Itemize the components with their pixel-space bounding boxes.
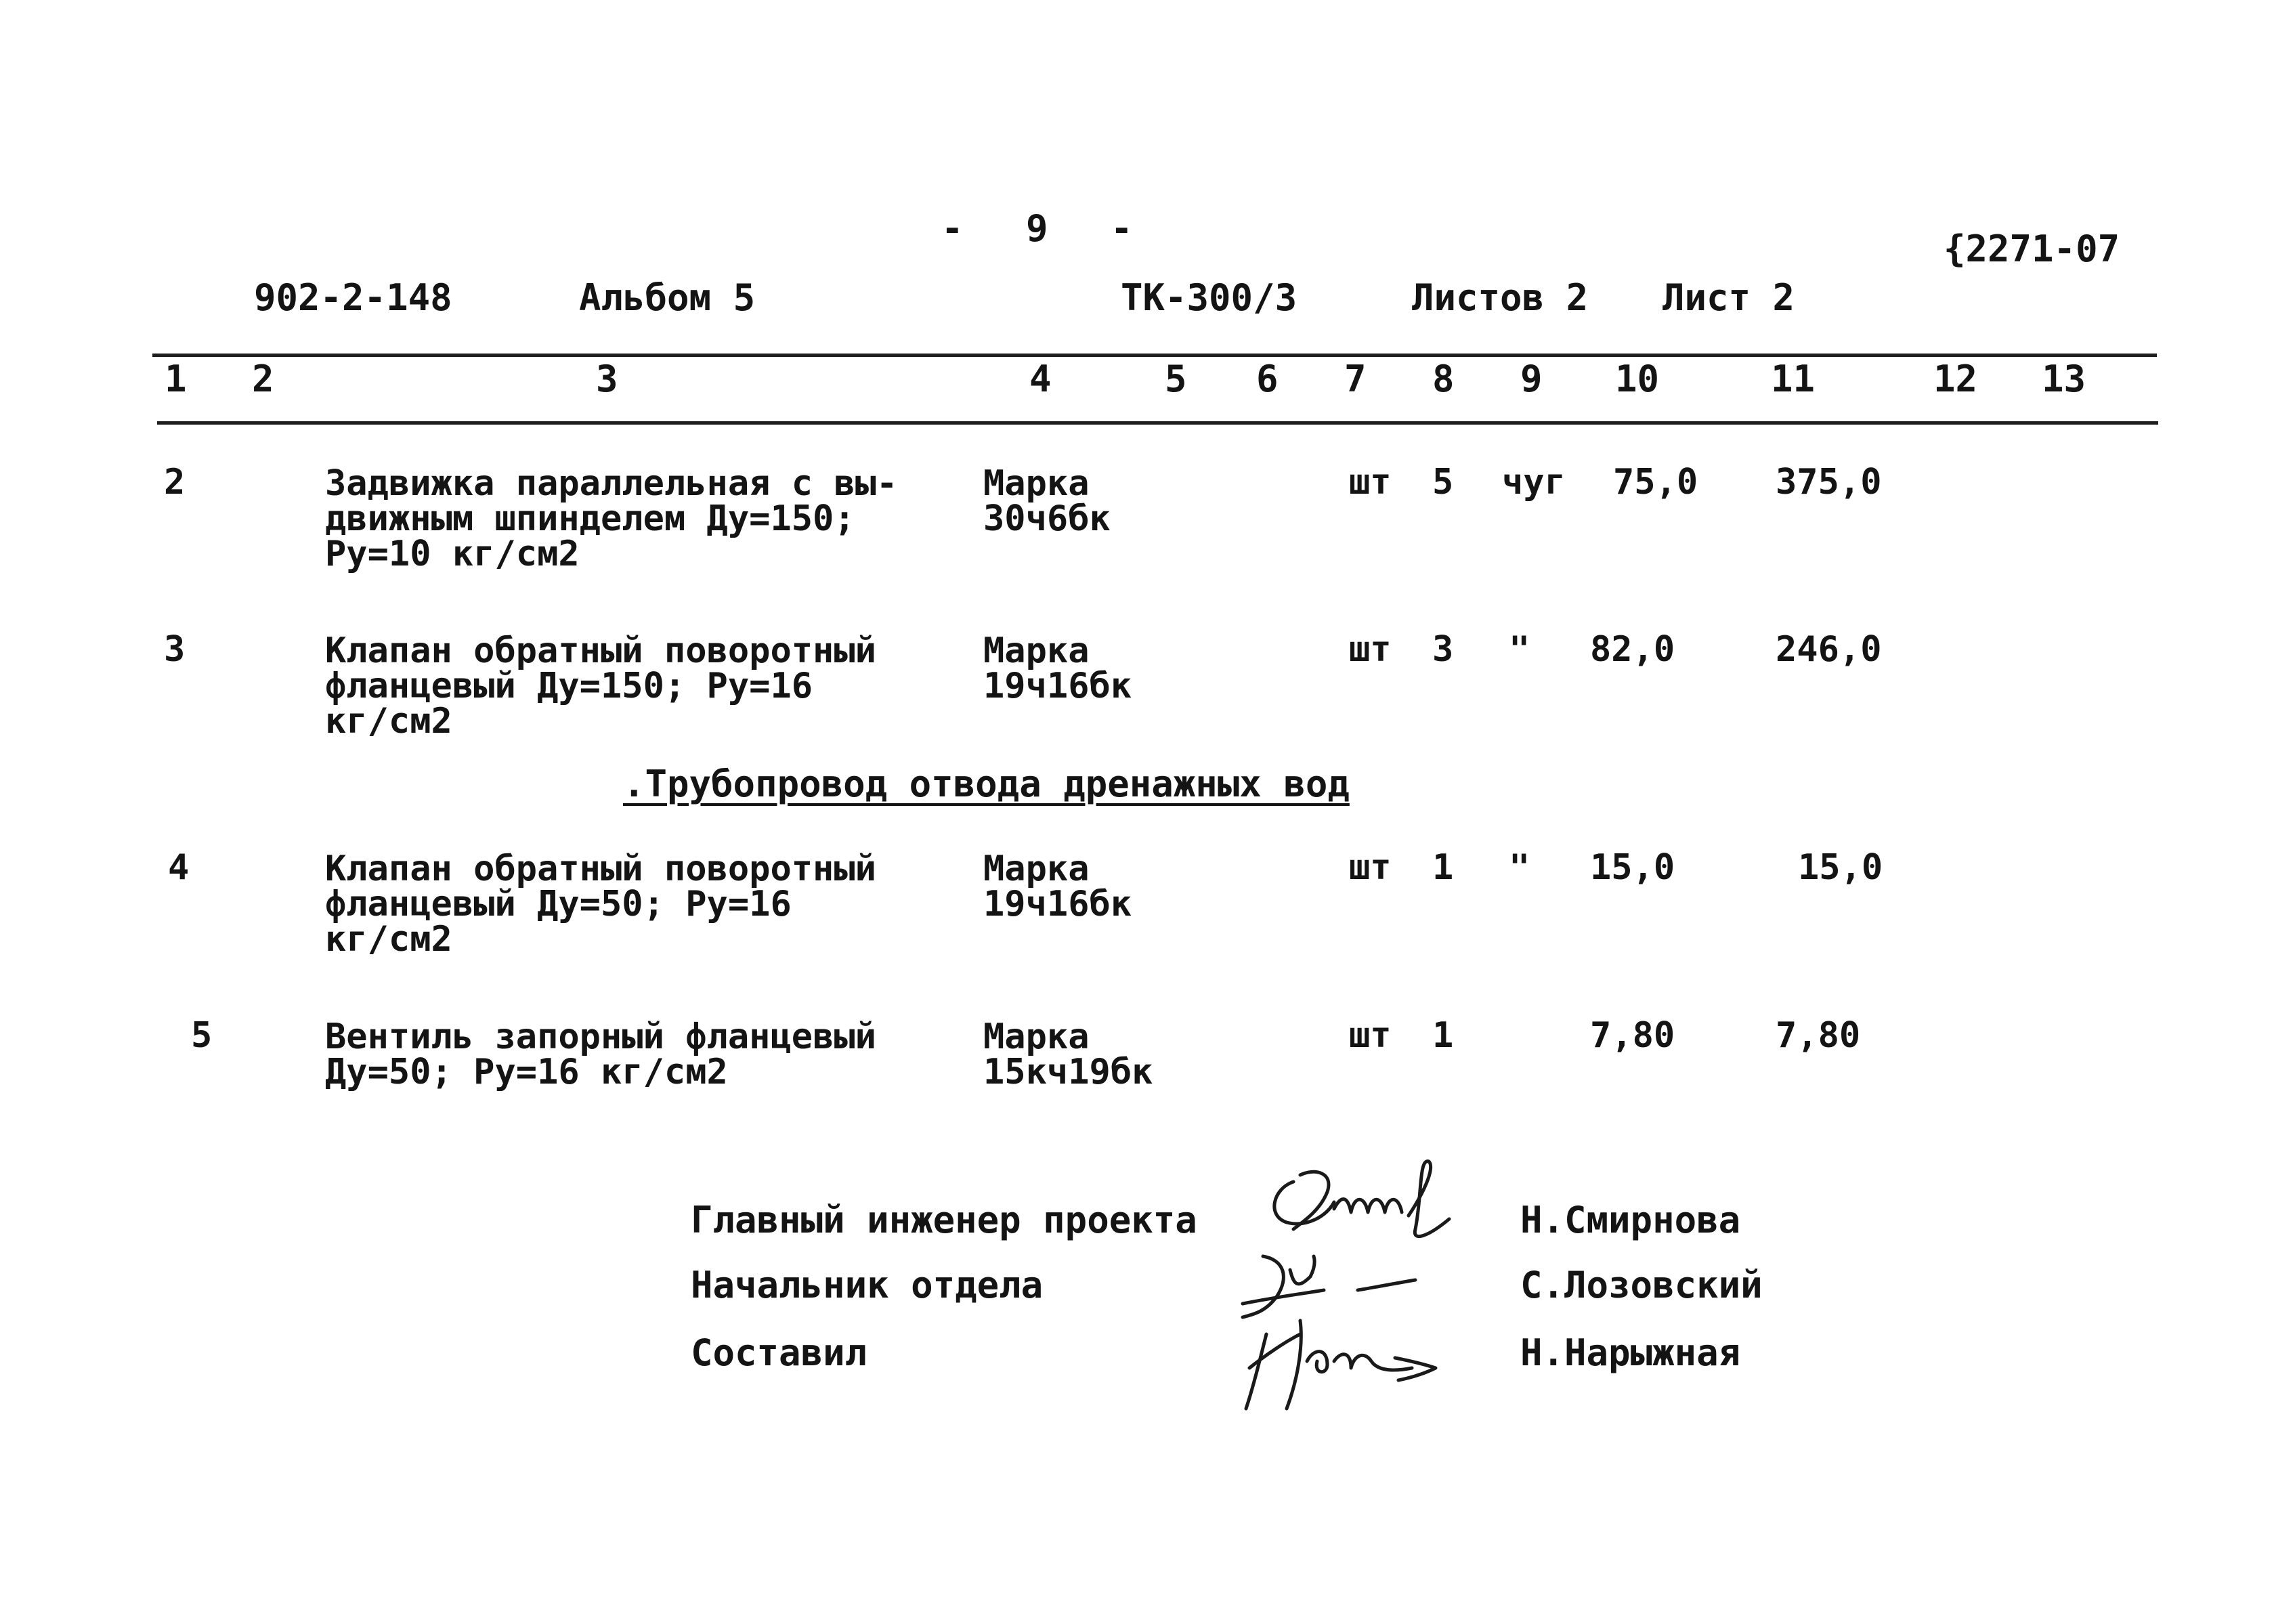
item-name: Клапан обратный поворотный фланцевый Ду=50; Ру=16 кг/см2 [325, 849, 876, 960]
section-title: .Трубопровод отвода дренажных вод [623, 763, 1350, 805]
signature-name: Н.Смирнова [1520, 1199, 1741, 1241]
item-qty: 5 [1432, 462, 1454, 503]
item-total-mass: 246,0 [1776, 629, 1882, 670]
item-name: Вентиль запорный фланцевый Ду=50; Ру=16 кг/см2 [325, 1017, 876, 1092]
table-header-rule [157, 421, 2158, 425]
signature-role: Главный инженер проекта [691, 1199, 1197, 1241]
page-number: - 9 - [941, 207, 1133, 250]
item-name: Задвижка параллельная с вы- движным шпинделем Ду=150; Ру=10 кг/см2 [325, 463, 898, 574]
row-number: 3 [164, 629, 186, 670]
item-type: Марка 19ч16бк [983, 849, 1132, 924]
table-top-rule [152, 354, 2157, 357]
drawing-code: ТК-300/3 [1121, 276, 1297, 319]
item-type: Марка 15кч19бк [983, 1017, 1153, 1092]
column-number: 8 [1432, 358, 1455, 400]
signature-chief-engineer [1253, 1155, 1483, 1256]
row-number: 2 [164, 462, 186, 503]
column-number: 1 [165, 358, 187, 400]
item-unit: шт [1349, 629, 1392, 670]
signature-name: С.Лозовский [1520, 1264, 1763, 1306]
sheet-number: Лист 2 [1663, 276, 1795, 319]
item-material: чуг [1502, 462, 1566, 503]
item-unit-mass: 7,80 [1590, 1015, 1675, 1056]
column-number: 9 [1520, 358, 1543, 400]
signature-role: Начальник отдела [691, 1264, 1044, 1306]
item-unit-mass: 75,0 [1613, 462, 1698, 503]
sheets-total: Листов 2 [1412, 276, 1589, 319]
item-name: Клапан обратный поворотный фланцевый Ду=150; Ру=16 кг/см2 [325, 631, 876, 742]
signature-name: Н.Нарыжная [1520, 1331, 1741, 1374]
item-type: Марка 19ч16бк [983, 631, 1132, 706]
item-type: Марка 30ч6бк [983, 463, 1111, 539]
signature-role: Составил [691, 1331, 867, 1374]
column-number: 13 [2042, 358, 2086, 400]
item-qty: 1 [1432, 847, 1454, 888]
item-unit: шт [1349, 847, 1392, 888]
item-qty: 1 [1432, 1015, 1454, 1056]
album-label: Альбом 5 [579, 276, 756, 319]
column-number: 7 [1344, 358, 1367, 400]
item-unit-mass: 82,0 [1590, 629, 1675, 670]
row-number: 4 [168, 847, 190, 888]
corner-mark: {2271-07 [1944, 228, 2120, 270]
row-number: 5 [191, 1015, 213, 1056]
item-total-mass: 15,0 [1798, 847, 1883, 888]
item-total-mass: 375,0 [1776, 462, 1882, 503]
column-number: 12 [1933, 358, 1978, 400]
signature-compiler [1239, 1307, 1456, 1422]
item-total-mass: 7,80 [1776, 1015, 1861, 1056]
item-unit: шт [1349, 462, 1392, 503]
column-number: 11 [1771, 358, 1816, 400]
item-qty: 3 [1432, 629, 1454, 670]
column-number: 3 [596, 358, 618, 400]
column-number: 5 [1165, 358, 1187, 400]
item-material: " [1509, 629, 1530, 670]
item-unit-mass: 15,0 [1590, 847, 1675, 888]
column-number: 6 [1256, 358, 1279, 400]
column-number: 10 [1615, 358, 1660, 400]
item-material: " [1509, 847, 1530, 888]
column-number: 2 [252, 358, 274, 400]
item-unit: шт [1349, 1015, 1392, 1056]
column-number: 4 [1029, 358, 1052, 400]
project-code: 902-2-148 [254, 276, 452, 319]
